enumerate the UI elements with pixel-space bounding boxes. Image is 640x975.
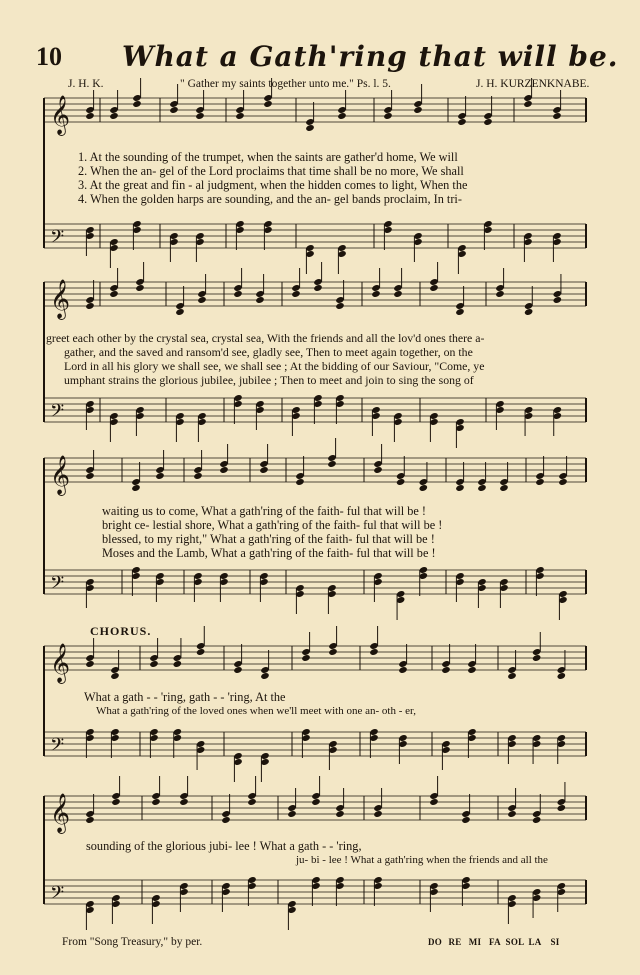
composer-name: J. H. KURZENKNABE. <box>476 78 590 90</box>
verse-line-1: 1. At the sounding of the trumpet, when the saints are gather'd home, We will <box>78 150 458 164</box>
system5-line-2: ju- bi - lee ! What a gath'ring when the friends and all the <box>296 854 548 866</box>
solfege-re: RE <box>448 937 462 947</box>
credit-line: From "Song Treasury," by per. <box>62 936 203 948</box>
svg-text:𝄞: 𝄞 <box>50 279 71 319</box>
svg-text:𝄞: 𝄞 <box>50 95 71 135</box>
svg-text:𝄢: 𝄢 <box>50 401 65 426</box>
page-number: 10 <box>36 42 62 71</box>
verse-line-2: 2. When the an- gel of the Lord proclaims that time shall be no more, We shall <box>78 164 464 178</box>
solfege-la: LA <box>528 937 542 947</box>
verse-line-4: Moses and the Lamb, What a gath'ring of the faith- ful that will be ! <box>102 546 436 560</box>
verse-line-4: 4. When the golden harps are sounding, and the an- gel bands proclaim, In tri- <box>78 192 462 206</box>
verse-line-2: bright ce- lestial shore, What a gath'ring of the faith- ful that will be ! <box>102 518 443 532</box>
solfege-fa: FA <box>489 937 501 947</box>
scripture-reference: " Gather my saints together unto me." Ps. l. 5. <box>180 78 391 90</box>
svg-text:𝄢: 𝄢 <box>50 735 65 760</box>
system5-line-1: sounding of the glorious jubi- lee ! What a gath - - 'ring, <box>86 839 362 853</box>
solfege-legend <box>425 937 565 947</box>
verse-line-3: Lord in all his glory we shall see, we shall see ; At the bidding of our Saviour, "Come, ye <box>64 359 485 373</box>
hymn-title: What a Gath'ring that will be. <box>122 40 619 73</box>
solfege-mi: MI <box>468 937 482 947</box>
verse-line-1: greet each other by the crystal sea, crystal sea, With the friends and all the lov'd ones there a- <box>46 331 485 345</box>
svg-text:𝄞: 𝄞 <box>50 793 71 833</box>
svg-text:𝄞: 𝄞 <box>50 643 71 683</box>
verse-line-2: gather, and the saved and ransom'd see, gladly see, Then to meet again together, on the <box>64 345 473 359</box>
chorus-line-1: What a gath - - 'ring, gath - - 'ring, At the <box>84 690 286 704</box>
svg-text:𝄞: 𝄞 <box>50 455 71 495</box>
solfege-si: SI <box>550 937 560 947</box>
svg-text:𝄢: 𝄢 <box>50 573 65 598</box>
solfege-sol: SOL <box>505 937 525 947</box>
verse-line-3: 3. At the great and fin - al judgment, when the hidden comes to light, When the <box>78 178 468 192</box>
svg-text:𝄢: 𝄢 <box>50 227 65 252</box>
chorus-line-2: What a gath'ring of the loved ones when we'll meet with one an- oth - er, <box>96 705 416 717</box>
solfege-do: DO <box>427 937 443 947</box>
author-initials: J. H. K. <box>68 78 104 90</box>
verse-line-4: umphant strains the glorious jubilee, jubilee ; Then to meet and join to sing the song of <box>64 373 474 387</box>
verse-line-3: blessed, to my right," What a gath'ring of the faith- ful that will be ! <box>102 532 435 546</box>
svg-text:𝄢: 𝄢 <box>50 883 65 908</box>
chorus-label: CHORUS. <box>90 624 152 638</box>
verse-line-1: waiting us to come, What a gath'ring of the faith- ful that will be ! <box>102 504 427 518</box>
